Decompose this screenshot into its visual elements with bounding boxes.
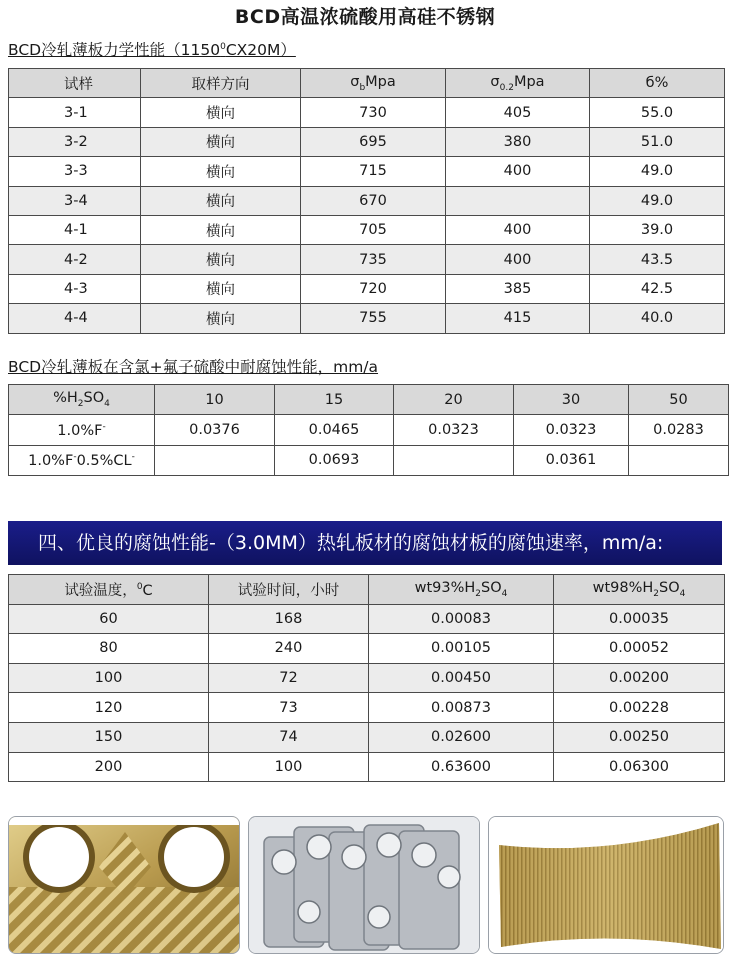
table-row bbox=[9, 663, 725, 693]
table-cell: 240 bbox=[209, 634, 369, 664]
table-cell: 0.00873 bbox=[369, 693, 554, 723]
table-row bbox=[9, 634, 725, 664]
table-cell: 400 bbox=[446, 157, 590, 186]
table-cell: 150 bbox=[9, 722, 209, 752]
table-cell: 120 bbox=[9, 693, 209, 723]
section-banner: 四、优良的腐蚀性能-（3.0MM）热轧板材的腐蚀材板的腐蚀速率，mm/a: bbox=[8, 521, 722, 565]
table-cell: 720 bbox=[301, 274, 446, 303]
col-yield-strength: $\sigma_{0.2}Mpa$ bbox=[446, 69, 590, 98]
table-header-row bbox=[9, 69, 725, 98]
table-cell: 0.00052 bbox=[554, 634, 725, 664]
table-cell: 60 bbox=[9, 604, 209, 634]
table-cell: 670 bbox=[301, 186, 446, 215]
table-cell: 横向 bbox=[141, 98, 301, 127]
page-title: BCD高温浓硫酸用高硅不锈钢 bbox=[234, 6, 496, 28]
col-conc-30: 30 bbox=[514, 385, 629, 415]
table-cell: 415 bbox=[446, 304, 590, 333]
plate-photo-stack-silver bbox=[248, 816, 480, 954]
table-row bbox=[9, 274, 725, 303]
table-header-row bbox=[9, 575, 725, 605]
col-elongation: б% bbox=[590, 69, 725, 98]
table-cell: 横向 bbox=[141, 215, 301, 244]
table-cell: 49.0 bbox=[590, 157, 725, 186]
table-cell: 0.00200 bbox=[554, 663, 725, 693]
table-cell: 0.00228 bbox=[554, 693, 725, 723]
table-cell: 385 bbox=[446, 274, 590, 303]
table-row bbox=[9, 245, 725, 274]
table-cell: 横向 bbox=[141, 127, 301, 156]
table-cell: 80 bbox=[9, 634, 209, 664]
corrosion-heading: BCD冷轧薄板在含氯+氟子硫酸中耐腐蚀性能，mm/a bbox=[8, 358, 379, 376]
col-conc-10: 10 bbox=[155, 385, 275, 415]
table-cell: 755 bbox=[301, 304, 446, 333]
table-row bbox=[9, 415, 729, 445]
col-wt98: $wt98\%H_2SO_4$ bbox=[554, 575, 725, 605]
table-cell: 横向 bbox=[141, 157, 301, 186]
table-row bbox=[9, 127, 725, 156]
table-cell: 4-3 bbox=[9, 274, 141, 303]
table-cell: 4-2 bbox=[9, 245, 141, 274]
mechanical-properties-heading: BCD冷轧薄板力学性能（1150$^0$CX20M） bbox=[8, 41, 296, 59]
table-cell: 0.02600 bbox=[369, 722, 554, 752]
plate-photo-stack-gold bbox=[488, 816, 724, 954]
table-cell: 4-4 bbox=[9, 304, 141, 333]
table-cell bbox=[446, 186, 590, 215]
table-cell: 0.0323 bbox=[514, 415, 629, 445]
table-cell: 4-1 bbox=[9, 215, 141, 244]
table-cell: 0.0323 bbox=[394, 415, 514, 445]
table-cell: 100 bbox=[9, 663, 209, 693]
table-cell: 405 bbox=[446, 98, 590, 127]
table-row bbox=[9, 752, 725, 782]
col-test-temperature: 试验温度，$^0$C bbox=[9, 575, 209, 605]
table-cell: 横向 bbox=[141, 304, 301, 333]
table-cell: 735 bbox=[301, 245, 446, 274]
col-conc-15: 15 bbox=[275, 385, 394, 415]
table-cell bbox=[394, 445, 514, 475]
corrosion-resistance-table bbox=[8, 384, 729, 476]
col-acid-concentration: $\%H_2SO_4$ bbox=[9, 385, 155, 415]
table-cell: 横向 bbox=[141, 245, 301, 274]
table-header-row bbox=[9, 385, 729, 415]
table-cell: 705 bbox=[301, 215, 446, 244]
table-cell: 39.0 bbox=[590, 215, 725, 244]
table-row bbox=[9, 604, 725, 634]
col-tensile-strength: $\sigma_bMpa$ bbox=[301, 69, 446, 98]
table-cell: 0.0693 bbox=[275, 445, 394, 475]
table-cell: 400 bbox=[446, 245, 590, 274]
table-row bbox=[9, 215, 725, 244]
corrosion-rate-table bbox=[8, 574, 725, 782]
table-cell bbox=[629, 445, 729, 475]
table-cell: 0.0361 bbox=[514, 445, 629, 475]
table-cell: 695 bbox=[301, 127, 446, 156]
table-cell: 715 bbox=[301, 157, 446, 186]
table-cell: 0.00035 bbox=[554, 604, 725, 634]
table-cell: 0.0465 bbox=[275, 415, 394, 445]
table-cell: 3-2 bbox=[9, 127, 141, 156]
table-cell: 73 bbox=[209, 693, 369, 723]
table-cell: 0.00083 bbox=[369, 604, 554, 634]
table-cell: 55.0 bbox=[590, 98, 725, 127]
mechanical-properties-table bbox=[8, 68, 725, 334]
row-label-fluoride: 1.0%F- bbox=[9, 415, 155, 445]
table-row bbox=[9, 693, 725, 723]
table-cell: 0.0376 bbox=[155, 415, 275, 445]
col-wt93: $wt93\%H_2SO_4$ bbox=[369, 575, 554, 605]
table-cell: 3-1 bbox=[9, 98, 141, 127]
table-cell: 3-4 bbox=[9, 186, 141, 215]
table-cell: 0.00105 bbox=[369, 634, 554, 664]
table-cell: 200 bbox=[9, 752, 209, 782]
table-cell: 400 bbox=[446, 215, 590, 244]
col-test-time: 试验时间，小时 bbox=[209, 575, 369, 605]
table-row bbox=[9, 722, 725, 752]
table-cell: 100 bbox=[209, 752, 369, 782]
table-cell: 42.5 bbox=[590, 274, 725, 303]
table-cell: 横向 bbox=[141, 274, 301, 303]
table-cell bbox=[155, 445, 275, 475]
table-cell: 51.0 bbox=[590, 127, 725, 156]
plate-photo-gold bbox=[8, 816, 240, 954]
row-label-fluoride-chloride: 1.0%F-0.5%CL- bbox=[9, 445, 155, 475]
table-row bbox=[9, 98, 725, 127]
table-cell: 49.0 bbox=[590, 186, 725, 215]
table-cell: 0.00250 bbox=[554, 722, 725, 752]
table-row bbox=[9, 445, 729, 475]
col-direction: 取样方向 bbox=[141, 69, 301, 98]
table-cell: 72 bbox=[209, 663, 369, 693]
table-cell: 43.5 bbox=[590, 245, 725, 274]
col-sample: 试样 bbox=[9, 69, 141, 98]
table-row bbox=[9, 304, 725, 333]
table-cell: 横向 bbox=[141, 186, 301, 215]
table-cell: 168 bbox=[209, 604, 369, 634]
table-row bbox=[9, 157, 725, 186]
table-cell: 0.00450 bbox=[369, 663, 554, 693]
table-cell: 3-3 bbox=[9, 157, 141, 186]
col-conc-50: 50 bbox=[629, 385, 729, 415]
table-cell: 74 bbox=[209, 722, 369, 752]
table-row bbox=[9, 186, 725, 215]
table-cell: 0.0283 bbox=[629, 415, 729, 445]
table-cell: 0.06300 bbox=[554, 752, 725, 782]
table-cell: 380 bbox=[446, 127, 590, 156]
table-cell: 730 bbox=[301, 98, 446, 127]
col-conc-20: 20 bbox=[394, 385, 514, 415]
table-cell: 0.63600 bbox=[369, 752, 554, 782]
table-cell: 40.0 bbox=[590, 304, 725, 333]
